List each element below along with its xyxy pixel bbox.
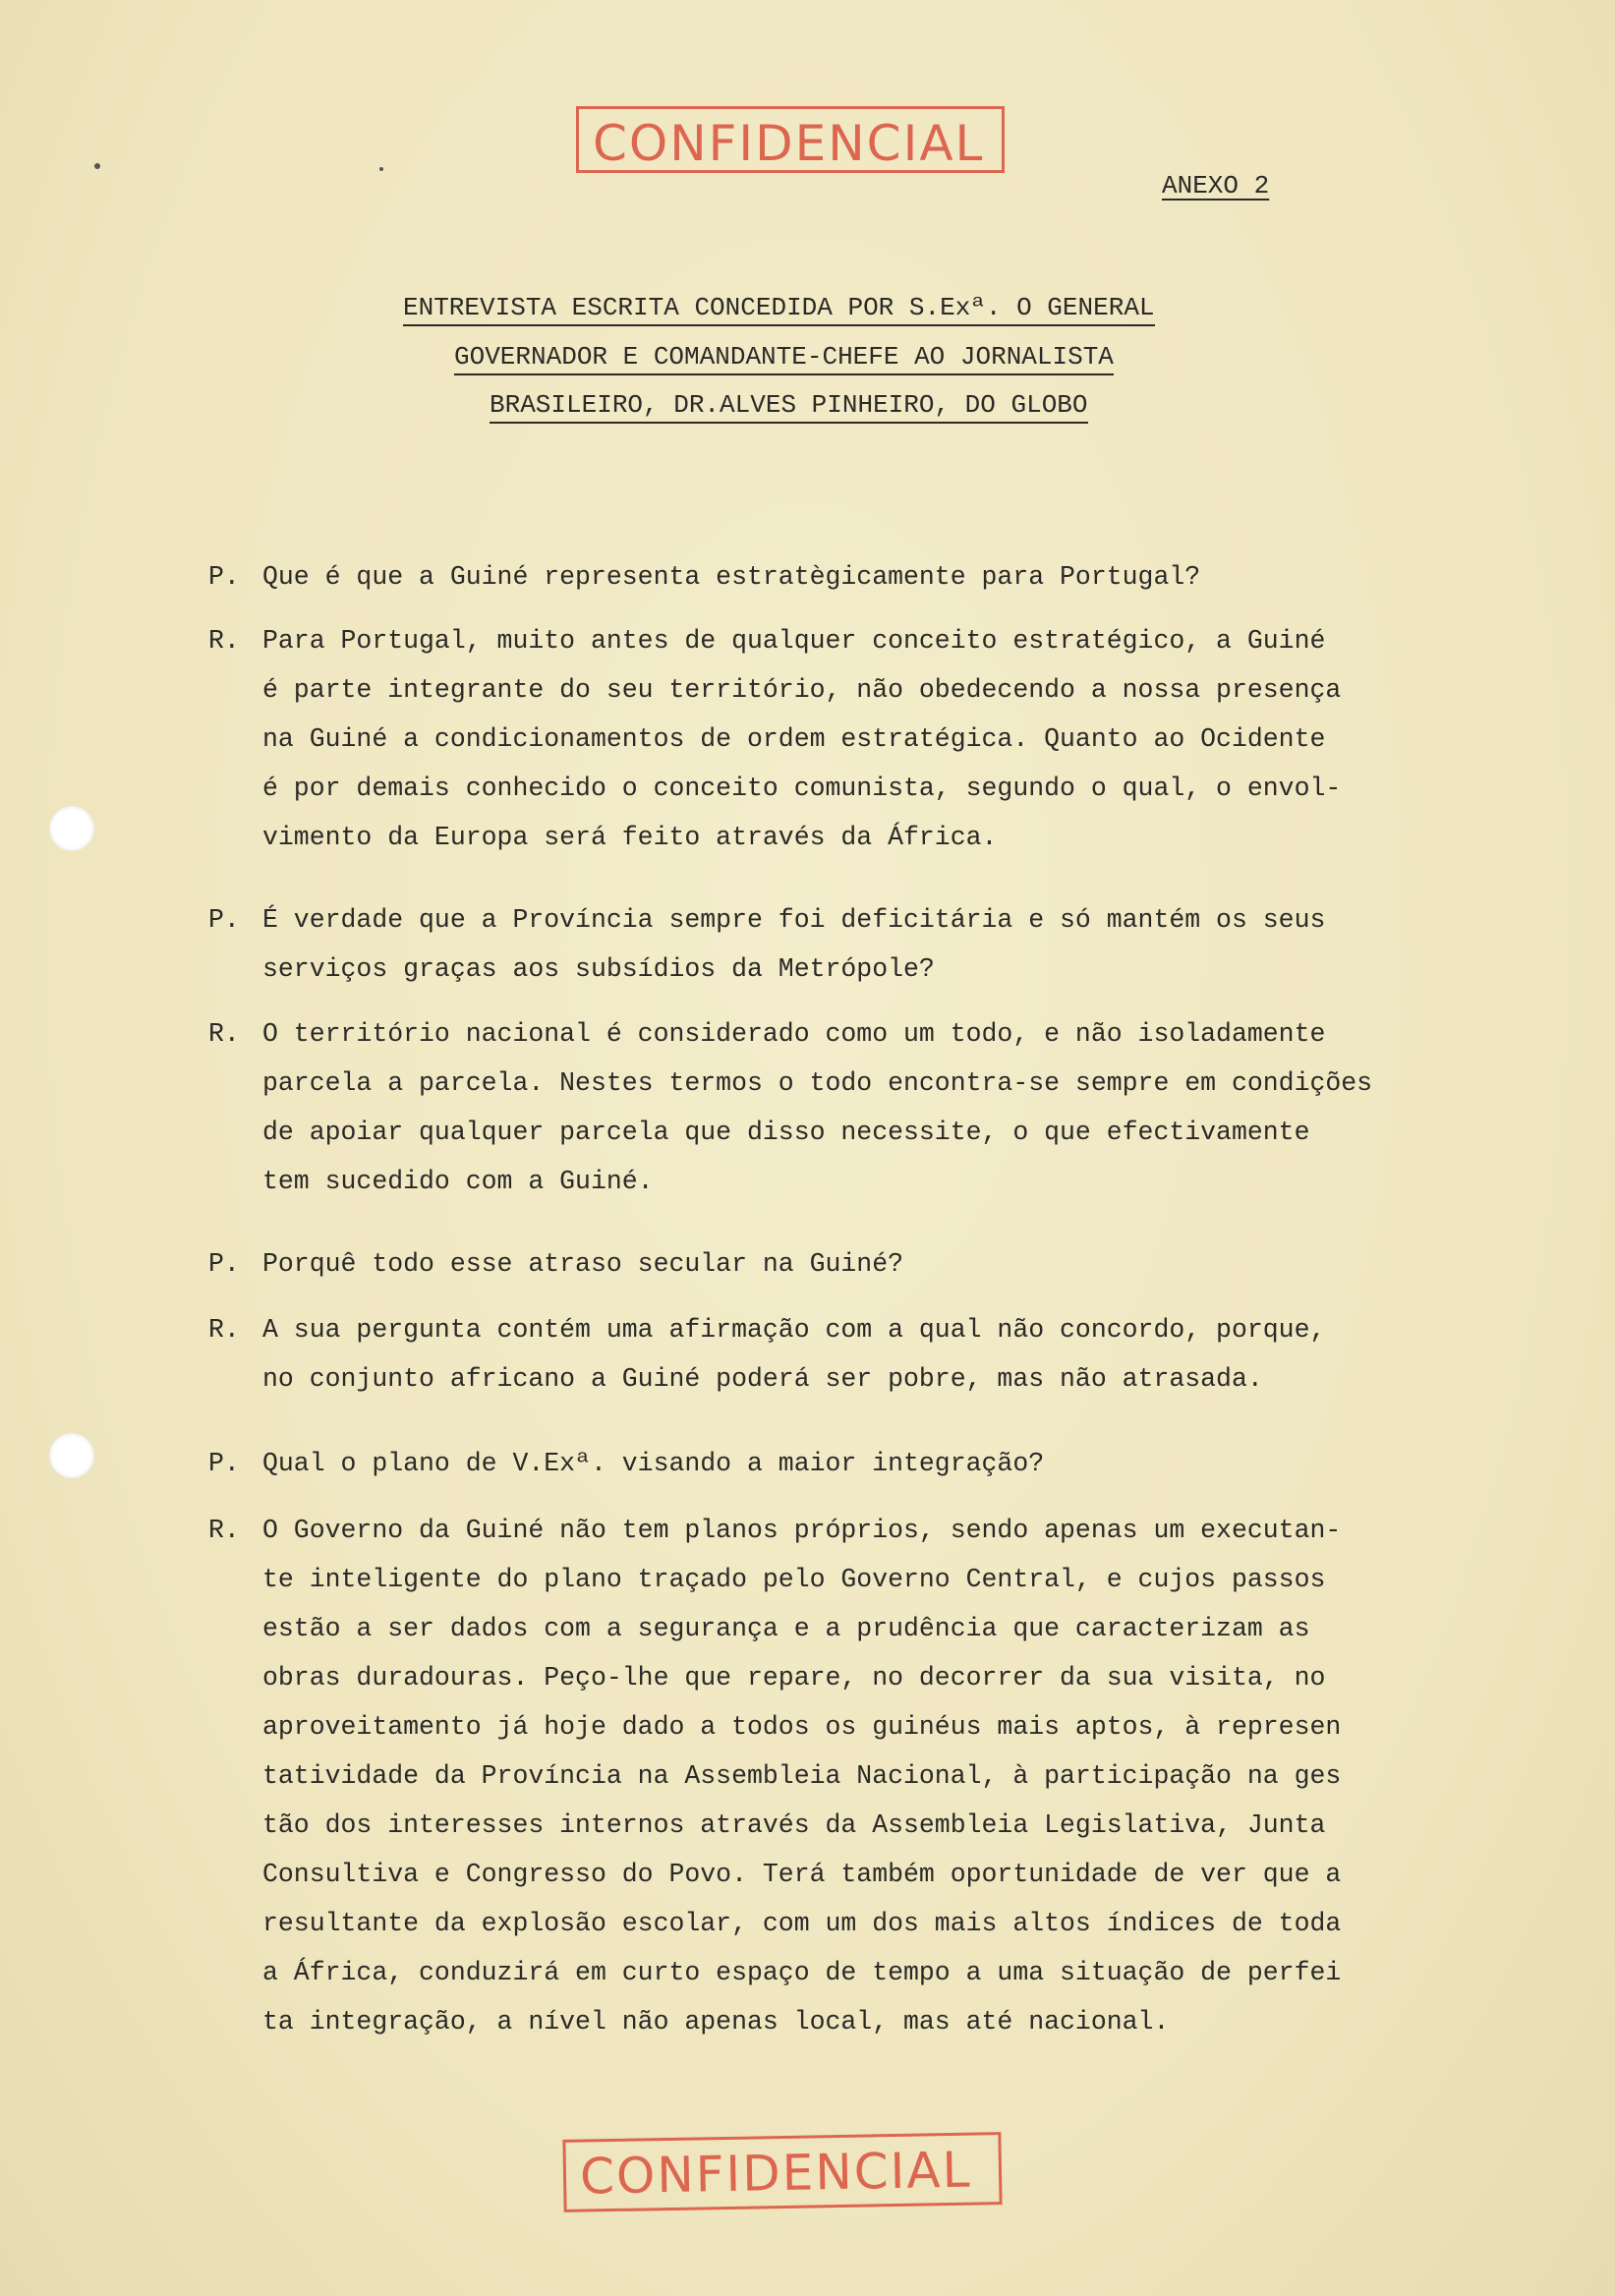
punch-hole — [49, 1433, 94, 1478]
confidential-stamp-bottom: CONFIDENCIAL — [562, 2132, 1002, 2212]
qa-label: P. — [208, 1449, 240, 1478]
qa-text: O Governo da Guiné não tem planos próprios, sendo apenas um executan- te inteligente do plano traçado pelo Governo Central, e cujos passos estão a ser dados com a segurança e a prudência que caracterizam as obras duradouras. Peço-lhe que repare, no decorrer da sua visita, no aproveitamento já hoje dado a todos os guinéus mais aptos, à represen tatividade da Província na Assembleia Nacional, à participação na ges tão dos interesses internos através da Assembleia Legislativa, Junta Consultiva e Congresso do Povo. Terá também oportunidade de ver que a resultante da explosão escolar, com um dos mais altos índices de toda a África, conduzirá em curto espaço de tempo a uma situação de perfei ta integração, a nível não apenas local, mas até nacional. — [262, 1516, 1342, 2037]
qa-text: É verdade que a Província sempre foi deficitária e só mantém os seus serviços graças aos subsídios da Metrópole? — [262, 905, 1326, 984]
qa-text: Que é que a Guiné representa estratègicamente para Portugal? — [262, 562, 1201, 592]
qa-text: A sua pergunta contém uma afirmação com a qual não concordo, porque, no conjunto africano a Guiné poderá ser pobre, mas não atrasada. — [262, 1315, 1326, 1394]
title-line-2: GOVERNADOR E COMANDANTE-CHEFE AO JORNALISTA — [454, 342, 1114, 375]
qa-text: Porquê todo esse atraso secular na Guiné? — [262, 1249, 904, 1279]
qa-label: R. — [208, 1019, 240, 1049]
qa-label: P. — [208, 1249, 240, 1279]
qa-text: O território nacional é considerado como um todo, e não isoladamente parcela a parcela. Nestes termos o todo encontra-se sempre em condições de apoiar qualquer parcela que disso necessite, o que efectivamente tem sucedido com a Guiné. — [262, 1019, 1373, 1196]
paper-speck — [94, 163, 100, 169]
title-line-1: ENTREVISTA ESCRITA CONCEDIDA POR S.Exª. O GENERAL — [403, 293, 1155, 326]
paper-speck — [379, 167, 383, 171]
punch-hole — [49, 806, 94, 851]
qa-label: P. — [208, 905, 240, 935]
qa-label: R. — [208, 1315, 240, 1345]
qa-label: P. — [208, 562, 240, 592]
title-line-3: BRASILEIRO, DR.ALVES PINHEIRO, DO GLOBO — [490, 390, 1088, 424]
qa-text: Qual o plano de V.Exª. visando a maior integração? — [262, 1449, 1045, 1478]
annex-label: ANEXO 2 — [1162, 171, 1270, 201]
confidential-stamp-top: CONFIDENCIAL — [576, 106, 1005, 173]
qa-text: Para Portugal, muito antes de qualquer conceito estratégico, a Guiné é parte integrante do seu território, não obedecendo a nossa presença na Guiné a condicionamentos de ordem estratégica. Quanto ao Ocidente é por demais conhecido o conceito comunista, segundo o qual, o envol- vimento da Europa será feito através da África. — [262, 626, 1342, 852]
qa-label: R. — [208, 626, 240, 656]
qa-label: R. — [208, 1516, 240, 1545]
